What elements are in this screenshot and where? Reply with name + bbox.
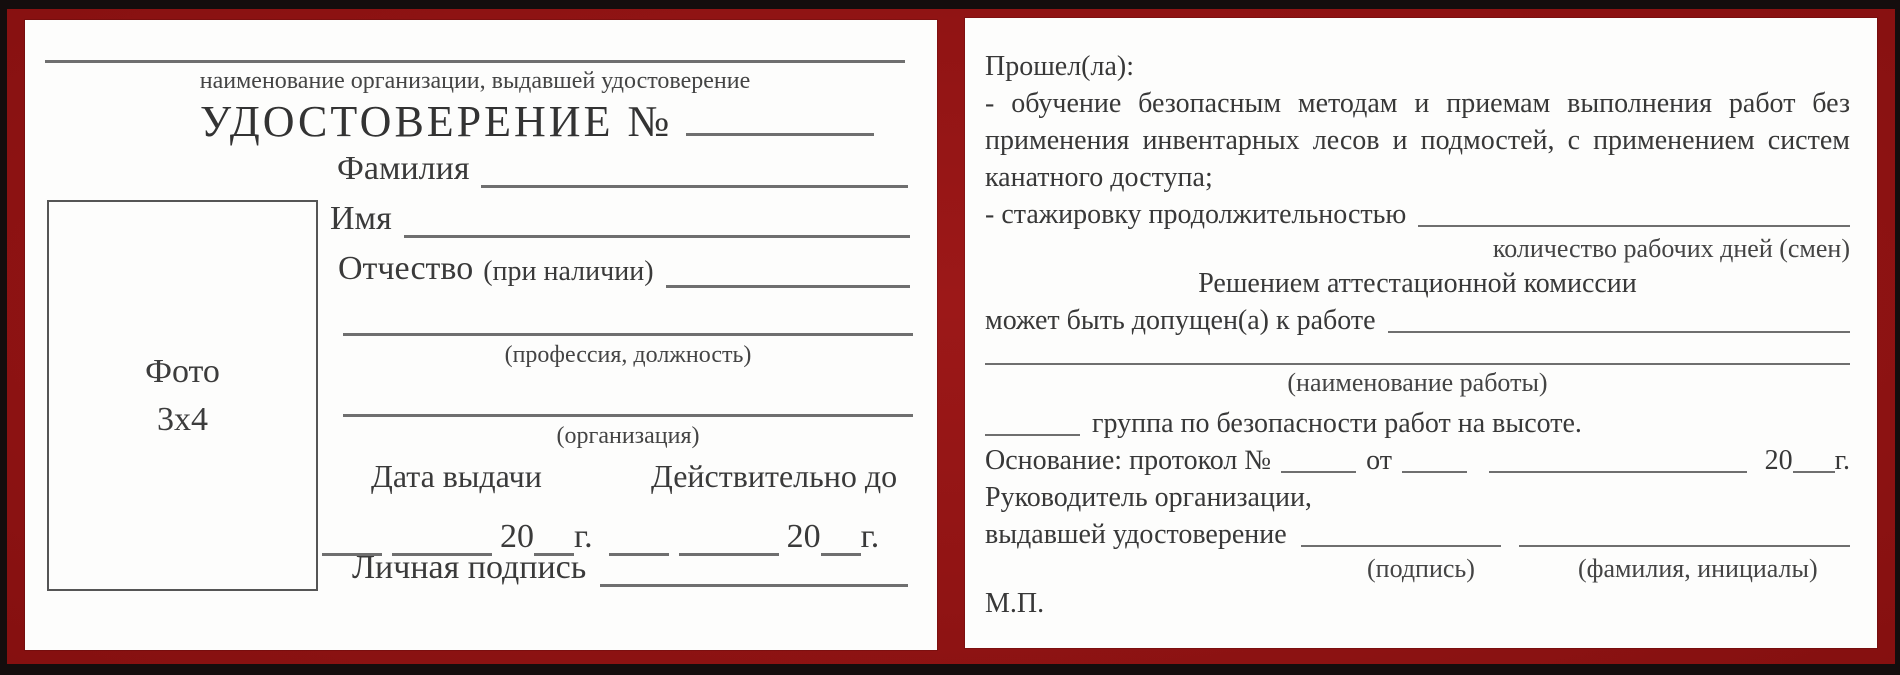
admitted-work-blank bbox=[1388, 331, 1850, 333]
issue-year-suffix: г. bbox=[574, 518, 593, 555]
protocol-day-blank bbox=[1402, 471, 1467, 473]
certificate-front-page bbox=[25, 20, 937, 650]
name-row bbox=[330, 202, 910, 238]
patronymic-row bbox=[338, 252, 910, 288]
signature-caption: (подпись) bbox=[1367, 554, 1475, 583]
head-of-organization-row bbox=[985, 516, 1850, 553]
training-paragraph: - обучение безопасным методам и приемам выполнения работ без применения инвентарных лесов и подмостей, с применением систем канатного доступа; bbox=[985, 88, 1850, 193]
work-name-blank bbox=[985, 363, 1850, 365]
name-blank bbox=[404, 235, 910, 238]
from-label: от bbox=[1366, 445, 1392, 476]
personal-signature-blank bbox=[600, 584, 908, 587]
name-label: Имя bbox=[330, 200, 392, 237]
protocol-number-blank bbox=[1281, 471, 1356, 473]
personal-signature-label: Личная подпись bbox=[352, 549, 587, 586]
organization-name-caption: наименование организации, выдавшей удостоверение bbox=[199, 68, 751, 94]
group-label: группа по безопасности работ на высоте. bbox=[1092, 408, 1582, 439]
valid-year-prefix: 20 bbox=[786, 518, 821, 555]
surname-blank bbox=[481, 185, 908, 188]
stamp-place-label: М.П. bbox=[985, 588, 1045, 619]
head-of-organization-line1: Руководитель организации, bbox=[985, 482, 1312, 513]
safety-group-row bbox=[985, 405, 1850, 442]
personal-signature-row bbox=[352, 550, 908, 587]
head-name-blank bbox=[1519, 545, 1850, 547]
protocol-year-prefix: 20 bbox=[1764, 445, 1793, 476]
certificate-title: УДОСТОВЕРЕНИЕ № bbox=[200, 97, 673, 146]
issue-date-label: Дата выдачи bbox=[371, 458, 542, 494]
valid-year-suffix: г. bbox=[860, 518, 880, 555]
certificate-number-blank bbox=[686, 133, 874, 136]
certificate-back-page bbox=[965, 18, 1877, 648]
basis-label: Основание: протокол № bbox=[985, 445, 1272, 476]
commission-decision-line: Решением аттестационной комиссии bbox=[1198, 268, 1637, 299]
issue-year-prefix: 20 bbox=[500, 518, 534, 555]
head-of-organization-line2: выдавшей удостоверение bbox=[985, 519, 1287, 550]
head-signature-blank bbox=[1301, 545, 1501, 547]
patronymic-note: (при наличии) bbox=[483, 256, 654, 287]
protocol-year-suffix: г. bbox=[1834, 445, 1850, 476]
group-number-blank bbox=[985, 434, 1080, 436]
valid-until-label: Действительно до bbox=[651, 458, 898, 494]
protocol-year-blank bbox=[1793, 471, 1835, 473]
patronymic-blank bbox=[666, 285, 910, 288]
surname-row bbox=[337, 152, 908, 188]
organization-caption: (организация) bbox=[556, 423, 700, 449]
surname-label: Фамилия bbox=[337, 150, 470, 187]
profession-caption: (профессия, должность) bbox=[504, 342, 752, 368]
patronymic-label: Отчество bbox=[338, 250, 474, 287]
protocol-month-blank bbox=[1489, 471, 1747, 473]
name-initials-caption: (фамилия, инициалы) bbox=[1577, 554, 1818, 583]
internship-label: - стажировку продолжительностью bbox=[985, 199, 1407, 230]
internship-row bbox=[985, 196, 1850, 233]
passed-heading: Прошел(ла): bbox=[985, 51, 1135, 82]
basis-row bbox=[985, 442, 1850, 479]
work-name-caption: (наименование работы) bbox=[1287, 368, 1548, 397]
organization-blank bbox=[343, 414, 913, 417]
profession-blank bbox=[343, 333, 913, 336]
photo-label-line2: 3х4 bbox=[157, 400, 208, 438]
signature-captions-row bbox=[985, 553, 1850, 585]
certificate-title-row bbox=[200, 96, 874, 147]
admitted-label: может быть допущен(а) к работе bbox=[985, 305, 1376, 336]
organization-name-line bbox=[45, 60, 905, 63]
working-days-caption: количество рабочих дней (смен) bbox=[1492, 234, 1850, 263]
admitted-row bbox=[985, 302, 1850, 339]
photo-placeholder bbox=[47, 200, 318, 591]
internship-duration-blank bbox=[1418, 225, 1850, 227]
photo-label-line1: Фото bbox=[145, 352, 220, 390]
